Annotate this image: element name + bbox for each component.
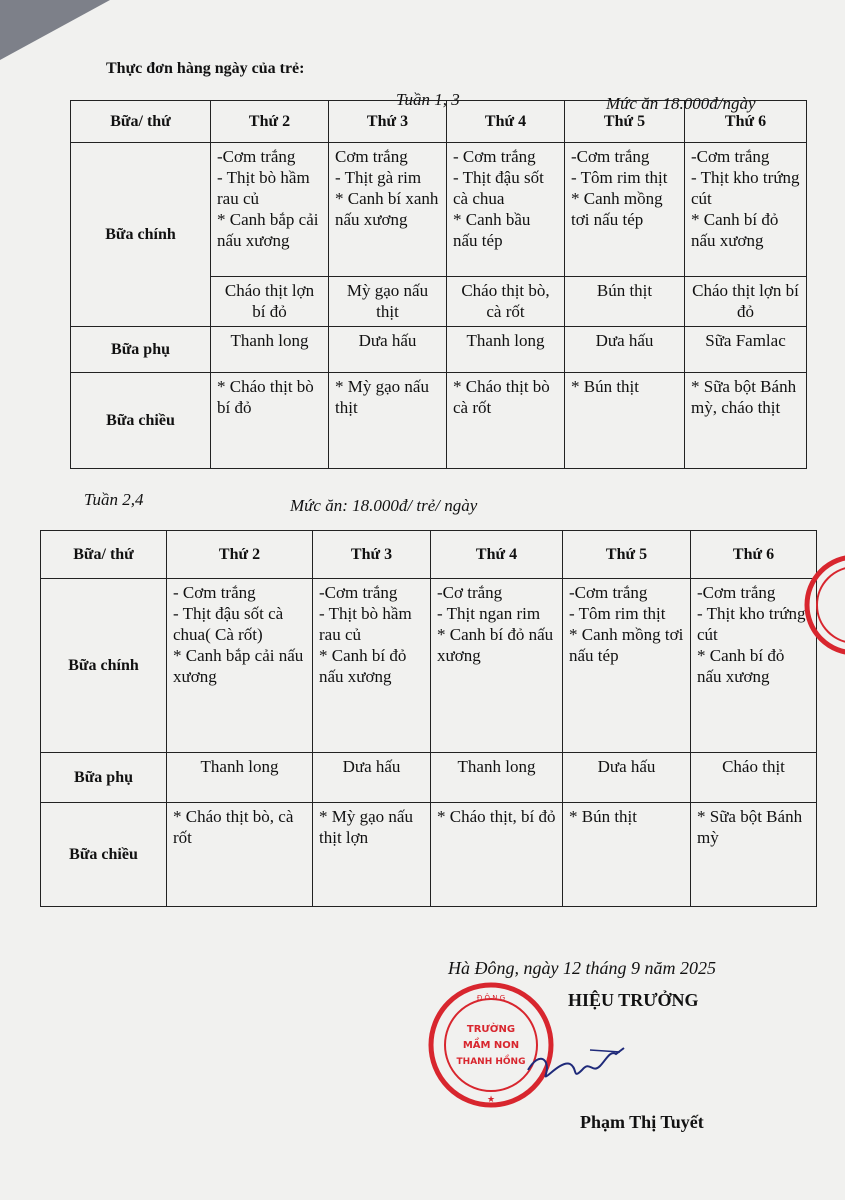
- menu-cell: Dưa hấu: [563, 753, 691, 803]
- table-row: [41, 803, 817, 907]
- table-row: [71, 143, 807, 277]
- header-cell: Thứ 5: [565, 101, 685, 143]
- menu-cell: -Cơm trắng - Tôm rim thịt * Canh mồng tơi nấu tép: [563, 579, 691, 753]
- menu-cell: Thanh long: [447, 327, 565, 373]
- table-row: [71, 327, 807, 373]
- menu-cell: * Cháo thịt bò cà rốt: [447, 373, 565, 469]
- week1-label: Tuần 1, 3: [396, 90, 460, 109]
- menu-cell: Thanh long: [431, 753, 563, 803]
- meal-label: Bữa phụ: [41, 753, 167, 803]
- menu-cell: * Bún thịt: [565, 373, 685, 469]
- menu-cell: Cháo thịt bò, cà rốt: [447, 277, 565, 327]
- page-corner-shadow: [0, 0, 110, 60]
- svg-text:THANH HỒNG: THANH HỒNG: [456, 1057, 526, 1067]
- meal-label: Bữa chính: [71, 143, 211, 327]
- svg-text:★: ★: [486, 1095, 496, 1105]
- header-cell: Thứ 2: [211, 101, 329, 143]
- menu-cell: * Bún thịt: [563, 803, 691, 907]
- handwritten-signature-icon: [520, 1030, 630, 1090]
- table-row: [71, 373, 807, 469]
- menu-cell: * Mỳ gạo nấu thịt: [329, 373, 447, 469]
- header-cell: Thứ 3: [329, 101, 447, 143]
- menu-cell: -Cơm trắng - Thịt bò hầm rau củ * Canh bí đỏ nấu xương: [313, 579, 431, 753]
- meal-label: Bữa chính: [41, 579, 167, 753]
- menu-cell: Cơm trắng - Thịt gà rim * Canh bí xanh nấu xương: [329, 143, 447, 277]
- menu-cell: Cháo thịt lợn bí đỏ: [685, 277, 807, 327]
- week2-rate: Mức ăn: 18.000đ/ trẻ/ ngày: [290, 496, 478, 515]
- svg-text:Đ Ô N G: Đ Ô N G: [476, 994, 506, 1002]
- week1-menu-table: [70, 100, 807, 469]
- svg-text:TRƯỜNG: TRƯỜNG: [466, 1024, 516, 1035]
- table-row: [41, 753, 817, 803]
- menu-cell: * Cháo thịt bò, cà rốt: [167, 803, 313, 907]
- menu-cell: Cháo thịt: [691, 753, 817, 803]
- menu-cell: Bún thịt: [565, 277, 685, 327]
- partial-seal-icon: [795, 550, 845, 660]
- meal-label: Bữa chiều: [41, 803, 167, 907]
- menu-cell: * Mỳ gạo nấu thịt lợn: [313, 803, 431, 907]
- table-header-row: [71, 101, 807, 143]
- menu-cell: Dưa hấu: [313, 753, 431, 803]
- header-cell: Thứ 6: [691, 531, 817, 579]
- menu-cell: -Cơ trắng - Thịt ngan rim * Canh bí đỏ nấu xương: [431, 579, 563, 753]
- signature-date: Hà Đông, ngày 12 tháng 9 năm 2025: [448, 958, 716, 978]
- menu-cell: * Sữa bột Bánh mỳ: [691, 803, 817, 907]
- header-cell: Thứ 6: [685, 101, 807, 143]
- signature-role: HIỆU TRƯỞNG: [568, 990, 699, 1010]
- menu-cell: Dưa hấu: [565, 327, 685, 373]
- menu-cell: Sữa Famlac: [685, 327, 807, 373]
- table-row: [41, 579, 817, 753]
- menu-cell: Thanh long: [211, 327, 329, 373]
- signer-name: Phạm Thị Tuyết: [580, 1112, 704, 1132]
- header-cell: Bữa/ thứ: [71, 101, 211, 143]
- menu-cell: * Sữa bột Bánh mỳ, cháo thịt: [685, 373, 807, 469]
- menu-title: Thực đơn hàng ngày của trẻ:: [106, 60, 305, 77]
- header-cell: Thứ 4: [431, 531, 563, 579]
- menu-cell: * Cháo thịt, bí đỏ: [431, 803, 563, 907]
- menu-cell: Mỳ gạo nấu thịt: [329, 277, 447, 327]
- menu-cell: * Cháo thịt bò bí đỏ: [211, 373, 329, 469]
- menu-cell: -Cơm trắng - Thịt bò hầm rau củ * Canh bắp cải nấu xương: [211, 143, 329, 277]
- menu-cell: Cháo thịt lợn bí đỏ: [211, 277, 329, 327]
- menu-cell: - Cơm trắng - Thịt đậu sốt cà chua( Cà rốt) * Canh bắp cải nấu xương: [167, 579, 313, 753]
- meal-label: Bữa chiều: [71, 373, 211, 469]
- week1-rate: Mức ăn 18.000đ/ngày: [606, 94, 756, 113]
- week2-menu-table: [40, 530, 817, 907]
- meal-label: Bữa phụ: [71, 327, 211, 373]
- header-cell: Thứ 3: [313, 531, 431, 579]
- menu-cell: Thanh long: [167, 753, 313, 803]
- header-cell: Thứ 4: [447, 101, 565, 143]
- menu-cell: -Cơm trắng - Thịt kho trứng cút * Canh bí đỏ nấu xương: [691, 579, 817, 753]
- menu-cell: -Cơm trắng - Tôm rim thịt * Canh mồng tơi nấu tép: [565, 143, 685, 277]
- header-cell: Thứ 5: [563, 531, 691, 579]
- menu-cell: -Cơm trắng - Thịt kho trứng cút * Canh bí đỏ nấu xương: [685, 143, 807, 277]
- header-cell: Bữa/ thứ: [41, 531, 167, 579]
- header-cell: Thứ 2: [167, 531, 313, 579]
- menu-cell: Dưa hấu: [329, 327, 447, 373]
- svg-text:MẦM NON: MẦM NON: [462, 1040, 520, 1051]
- menu-cell: - Cơm trắng - Thịt đậu sốt cà chua * Canh bầu nấu tép: [447, 143, 565, 277]
- table-header-row: [41, 531, 817, 579]
- week2-label: Tuần 2,4: [84, 490, 144, 509]
